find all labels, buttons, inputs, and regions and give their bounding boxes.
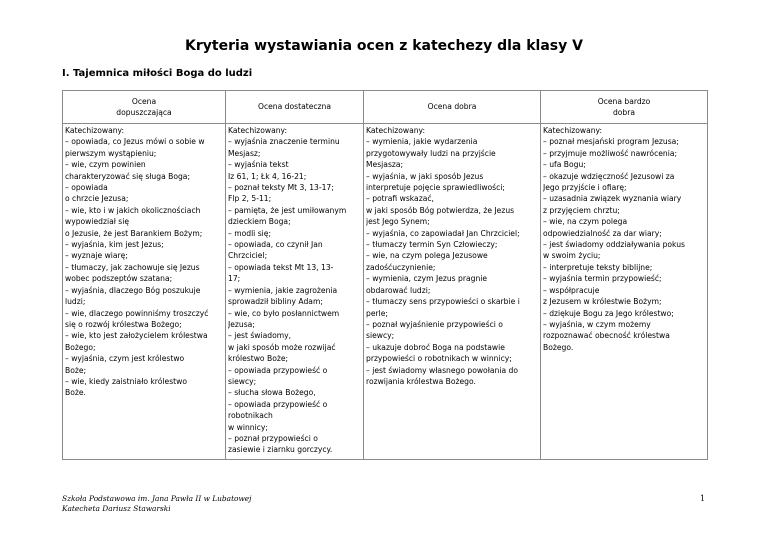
criteria-line: – opowiada przypowieść o <box>228 399 328 409</box>
footer-teacher: Katecheta Dariusz Stawarski <box>62 503 171 513</box>
criteria-line: 17; <box>228 274 241 284</box>
criteria-line: Katechizowany: <box>366 126 426 135</box>
criteria-line: rozpoznawać obecność królestwa <box>543 331 670 341</box>
criteria-line: – opowiada, co Jezus mówi o sobie w <box>65 137 205 147</box>
criteria-line: sprowadził bibliny Adam; <box>228 297 323 307</box>
criteria-cell-dopuszczajaca <box>63 124 226 460</box>
criteria-line: – pamięta, że jest umiłowanym <box>228 205 347 215</box>
header-label: dopuszczająca <box>116 108 172 117</box>
criteria-line: – wyjaśnia, co zapowiadał Jan Chrzciciel; <box>366 228 520 238</box>
criteria-line: – dziękuje Bogu za Jego królestwo; <box>543 308 674 318</box>
criteria-line: – tłumaczy sens przypowieści o skarbie i <box>366 297 520 307</box>
criteria-line: – opowiada <box>65 183 108 193</box>
criteria-line: Jego przyjście i ofiarę; <box>543 183 627 193</box>
criteria-line: przypowieści o robotnikach w winnicy; <box>366 354 512 364</box>
header-cell-dostateczna <box>226 91 364 124</box>
criteria-line: Jezusa; <box>228 319 255 329</box>
criteria-line: – wyjaśnia, w jaki sposób Jezus <box>366 171 484 181</box>
criteria-line: – wyjaśnia termin przypowieść; <box>543 274 662 284</box>
criteria-line: odpowiedzialność za dar wiary; <box>543 228 662 238</box>
criteria-line: – wyjaśnia, czym jest królestwo <box>65 354 185 364</box>
criteria-line: jest Jego Synem; <box>366 217 430 227</box>
header-label: Ocena bardzo <box>597 96 651 106</box>
criteria-line: – ufa Bogu; <box>543 160 586 170</box>
criteria-line: Flp 2, 5-11; <box>228 194 272 204</box>
criteria-line: Katechizowany: <box>543 126 603 135</box>
criteria-line: w winnicy; <box>228 422 268 432</box>
header-label: Ocena dobra <box>427 102 477 112</box>
criteria-line: charakteryzować się sługa Boga; <box>65 171 191 181</box>
criteria-line: w jaki sposób może rozwijać <box>228 342 336 352</box>
criteria-line: – poznał mesjański program Jezusa; <box>543 137 679 147</box>
criteria-line: – wie, na czym polega Jezusowe <box>366 251 488 261</box>
criteria-line: – słucha słowa Bożego, <box>228 388 316 398</box>
page-number: 1 <box>700 494 706 503</box>
criteria-line: – ukazuje dobroć Boga na podstawie <box>366 342 505 352</box>
header-row <box>63 91 708 124</box>
header-label: dobra <box>612 108 636 117</box>
footer-school: Szkoła Podstawowa im. Jana Pawła II w Lubatowej <box>62 494 252 503</box>
header-cell-bardzo-dobra <box>541 91 708 124</box>
header-cell-dobra <box>364 91 541 124</box>
criteria-line: robotnikach <box>228 411 273 421</box>
criteria-line: – opowiada tekst Mt 13, 13- <box>228 262 334 272</box>
criteria-line: – przyjmuje możliwość nawrócenia; <box>543 148 678 158</box>
header-cell-dopuszczajaca <box>63 91 226 124</box>
criteria-line: – jest świadomy oddziaływania pokus <box>543 240 685 250</box>
criteria-line: interpretuje pojęcie sprawiedliwości; <box>366 183 505 193</box>
criteria-line: – opowiada, co czynił Jan <box>228 240 323 250</box>
criteria-cell-dostateczna <box>226 124 364 460</box>
criteria-line: Bożego. <box>543 342 574 352</box>
criteria-line: zadośćuczynienie; <box>366 262 436 272</box>
criteria-line: – wymienia, czym Jezus pragnie <box>366 274 488 284</box>
criteria-line: – poznał wyjaśnienie przypowieści o <box>366 319 503 329</box>
criteria-line: zasiewie i ziarnku gorczycy. <box>228 445 333 455</box>
criteria-line: pierwszym wystąpieniu; <box>65 148 157 158</box>
criteria-line: – wie, kto jest założycielem królestwa <box>65 331 208 341</box>
criteria-line: – poznał przypowieści o <box>228 433 318 443</box>
criteria-cell-bardzo-dobra <box>541 124 708 460</box>
criteria-line: królestwo Boże; <box>228 354 289 364</box>
criteria-line: – opowiada przypowieść o <box>228 365 328 375</box>
criteria-line: – tłumaczy, jak zachowuje się Jezus <box>65 262 200 272</box>
criteria-line: Bożego; <box>65 342 96 352</box>
criteria-line: – interpretuje teksty biblijne; <box>543 262 653 272</box>
criteria-line: – modli się; <box>228 228 272 238</box>
section-heading: I. Tajemnica miłości Boga do ludzi <box>62 68 253 79</box>
criteria-line: o Jezusie, że jest Barankiem Bożym; <box>65 228 203 238</box>
criteria-line: – tłumaczy termin Syn Człowieczy; <box>366 240 498 250</box>
page-title: Kryteria wystawiania ocen z katechezy dla klasy V <box>185 38 583 54</box>
criteria-line: – wie, kiedy zaistniało królestwo <box>65 376 187 386</box>
criteria-line: w swoim życiu; <box>543 251 601 261</box>
criteria-line: – współpracuje <box>543 285 600 295</box>
criteria-line: z przyjęciem chrztu; <box>543 205 620 215</box>
criteria-line: Boże. <box>65 388 86 398</box>
criteria-line: Chrzciciel; <box>228 251 268 261</box>
criteria-line: o chrzcie Jezusa; <box>65 194 129 204</box>
criteria-line: – jest świadomy własnego powołania do <box>366 365 518 375</box>
criteria-line: – wyjaśnia, dlaczego Bóg poszukuje <box>65 285 201 295</box>
criteria-line: Boże; <box>65 365 87 375</box>
table-row <box>63 124 708 460</box>
footer <box>62 494 251 513</box>
header-label: Ocena dostateczna <box>257 102 332 112</box>
criteria-line: obdarować ludzi; <box>366 285 431 295</box>
criteria-line: – okazuje wdzięczność Jezusowi za <box>543 171 675 181</box>
criteria-line: Iz 61, 1; Łk 4, 16-21; <box>228 171 307 181</box>
criteria-line: się o rozwój królestwa Bożego; <box>65 319 182 329</box>
criteria-line: – wie, co było posłannictwem <box>228 308 340 318</box>
criteria-line: – wymienia, jakie zagrożenia <box>228 285 338 295</box>
criteria-line: Katechizowany: <box>228 126 288 135</box>
criteria-line: – wie, czym powinien <box>65 160 146 170</box>
criteria-line: – jest świadomy, <box>228 331 292 341</box>
criteria-line: – wyjaśnia tekst <box>228 160 289 170</box>
criteria-cell-dobra <box>364 124 541 460</box>
criteria-line: Mesjasz; <box>228 148 261 158</box>
criteria-line: siewcy; <box>366 331 395 341</box>
criteria-line: – wyjaśnia, kim jest Jezus; <box>65 240 164 250</box>
criteria-line: – wyznaje wiarę; <box>65 251 128 261</box>
criteria-line: wobec podszeptów szatana; <box>65 274 173 284</box>
criteria-table <box>62 90 708 460</box>
header-label: Ocena <box>131 96 157 106</box>
criteria-line: wypowiedział się <box>65 217 130 227</box>
criteria-line: – wyjaśnia, w czym możemy <box>543 319 651 329</box>
criteria-line: przygotowywały ludzi na przyjście <box>366 148 496 158</box>
criteria-line: – wie, kto i w jakich okolicznościach <box>65 205 201 215</box>
criteria-line: dzieckiem Boga; <box>228 217 291 227</box>
criteria-line: rozwijania królestwa Bożego. <box>366 376 476 386</box>
criteria-line: – potrafi wskazać, <box>366 194 434 204</box>
criteria-line: z Jezusem w królestwie Bożym; <box>543 297 662 307</box>
criteria-line: Mesjasza; <box>366 160 404 170</box>
criteria-line: Katechizowany: <box>65 126 125 135</box>
criteria-line: – wie, na czym polega <box>543 217 628 227</box>
criteria-line: siewcy; <box>228 376 257 386</box>
criteria-line: – wie, dlaczego powinniśmy troszczyć <box>65 308 209 318</box>
criteria-line: – poznał teksty Mt 3, 13-17; <box>228 183 334 193</box>
criteria-line: – wyjaśnia znaczenie terminu <box>228 137 340 147</box>
criteria-line: perle; <box>366 308 388 318</box>
criteria-line: w jaki sposób Bóg potwierdza, że Jezus <box>366 205 515 215</box>
criteria-line: ludzi; <box>65 297 86 307</box>
criteria-line: – wymienia, jakie wydarzenia <box>366 137 478 147</box>
criteria-line: – uzasadnia związek wyznania wiary <box>543 194 682 204</box>
